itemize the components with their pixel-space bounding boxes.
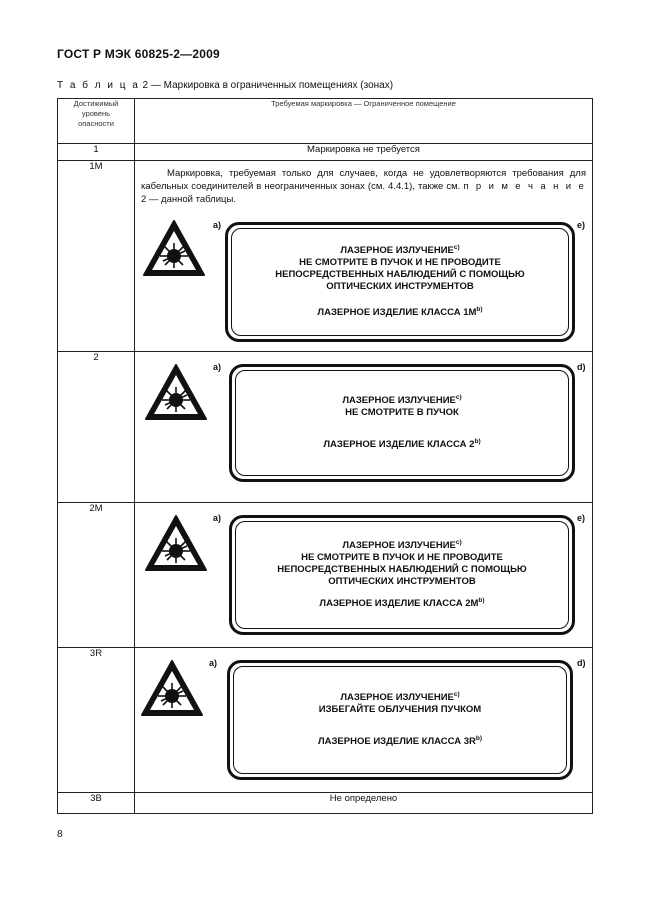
panel-footnote-tag: e) bbox=[577, 513, 586, 523]
table-row bbox=[58, 161, 593, 352]
hazard-level-cell: 3R bbox=[58, 648, 135, 793]
marking-cell: Не определено bbox=[135, 793, 593, 814]
table-header-row bbox=[58, 99, 593, 144]
table-row bbox=[58, 648, 593, 793]
page-number: 8 bbox=[57, 829, 63, 840]
warning-panel: ЛАЗЕРНОЕ ИЗЛУЧЕНИЕ$^{c)}$ НЕ СМОТРИТЕ В ПУЧОК И НЕ ПРОВОДИТЕ НЕПОСРЕДСТВЕННЫХ НАБЛЮДЕНИЙ С ПОМОЩЬЮ ОПТИЧЕСКИХ ИНСТРУМЕНТОВ ЛАЗЕРНОЕ ИЗДЕЛИЕ КЛАССА $2М^{b)}$ bbox=[229, 515, 575, 635]
document-header: ГОСТ Р МЭК 60825-2—2009 bbox=[57, 47, 220, 61]
triangle-footnote-tag: a) bbox=[213, 513, 222, 523]
warning-panel: ЛАЗЕРНОЕ ИЗЛУЧЕНИЕ$^{c)}$ НЕ СМОТРИТЕ В ПУЧОК И НЕ ПРОВОДИТЕ НЕПОСРЕДСТВЕННЫХ НАБЛЮДЕНИЙ С ПОМОЩЬЮ ОПТИЧЕСКИХ ИНСТРУМЕНТОВ ЛАЗЕРНОЕ ИЗДЕЛИЕ КЛАССА $1М^{b)}$ bbox=[225, 222, 575, 342]
laser-warning-triangle-icon bbox=[141, 218, 207, 278]
marking-table bbox=[57, 98, 593, 814]
laser-warning-triangle-icon bbox=[143, 362, 209, 422]
triangle-footnote-tag: a) bbox=[213, 362, 222, 372]
table-caption-text: 2 — Маркировка в ограниченных помещениях (зонах) bbox=[139, 80, 394, 91]
table-caption-prefix: Т а б л и ц а bbox=[57, 80, 140, 91]
laser-warning-triangle-icon bbox=[143, 513, 209, 573]
marking-cell bbox=[135, 503, 593, 648]
hazard-level-cell: 3B bbox=[58, 793, 135, 814]
col-header-required-marking: Требуемая маркировка — Ограниченное помещение bbox=[135, 99, 593, 144]
table-row bbox=[58, 793, 593, 814]
hazard-level-cell: 2 bbox=[58, 352, 135, 503]
marking-cell: Маркировка не требуется bbox=[135, 144, 593, 161]
panel-footnote-tag: d) bbox=[577, 658, 586, 668]
panel-footnote-tag: d) bbox=[577, 362, 586, 372]
laser-warning-triangle-icon bbox=[139, 658, 205, 718]
table-caption bbox=[57, 80, 393, 91]
table-row bbox=[58, 352, 593, 503]
col-header-hazard-level: Достижимый уровень опасности bbox=[58, 99, 135, 144]
hazard-level-cell: 1M bbox=[58, 161, 135, 352]
hazard-level-cell: 2M bbox=[58, 503, 135, 648]
marking-cell bbox=[135, 161, 593, 352]
marking-cell bbox=[135, 352, 593, 503]
row-description: Маркировка, требуемая только для случаев, когда не удовлетворяются требования для кабельных соединителей в неограниченных зонах (см. 4.4.1), также см. п р и м е ч а н и е 2 — данной таблицы. bbox=[141, 168, 586, 205]
table-row bbox=[58, 503, 593, 648]
triangle-footnote-tag: a) bbox=[209, 658, 218, 668]
table-row bbox=[58, 144, 593, 161]
warning-panel: ЛАЗЕРНОЕ ИЗЛУЧЕНИЕ$^{c)}$ НЕ СМОТРИТЕ В ПУЧОК ЛАЗЕРНОЕ ИЗДЕЛИЕ КЛАССА 2$^{b)}$ bbox=[229, 364, 575, 482]
warning-panel: ЛАЗЕРНОЕ ИЗЛУЧЕНИЕ$^{c)}$ ИЗБЕГАЙТЕ ОБЛУЧЕНИЯ ПУЧКОМ ЛАЗЕРНОЕ ИЗДЕЛИЕ КЛАССА $3R^{b)}$ bbox=[227, 660, 573, 780]
hazard-level-cell: 1 bbox=[58, 144, 135, 161]
marking-cell bbox=[135, 648, 593, 793]
triangle-footnote-tag: a) bbox=[213, 220, 222, 230]
panel-footnote-tag: e) bbox=[577, 220, 586, 230]
